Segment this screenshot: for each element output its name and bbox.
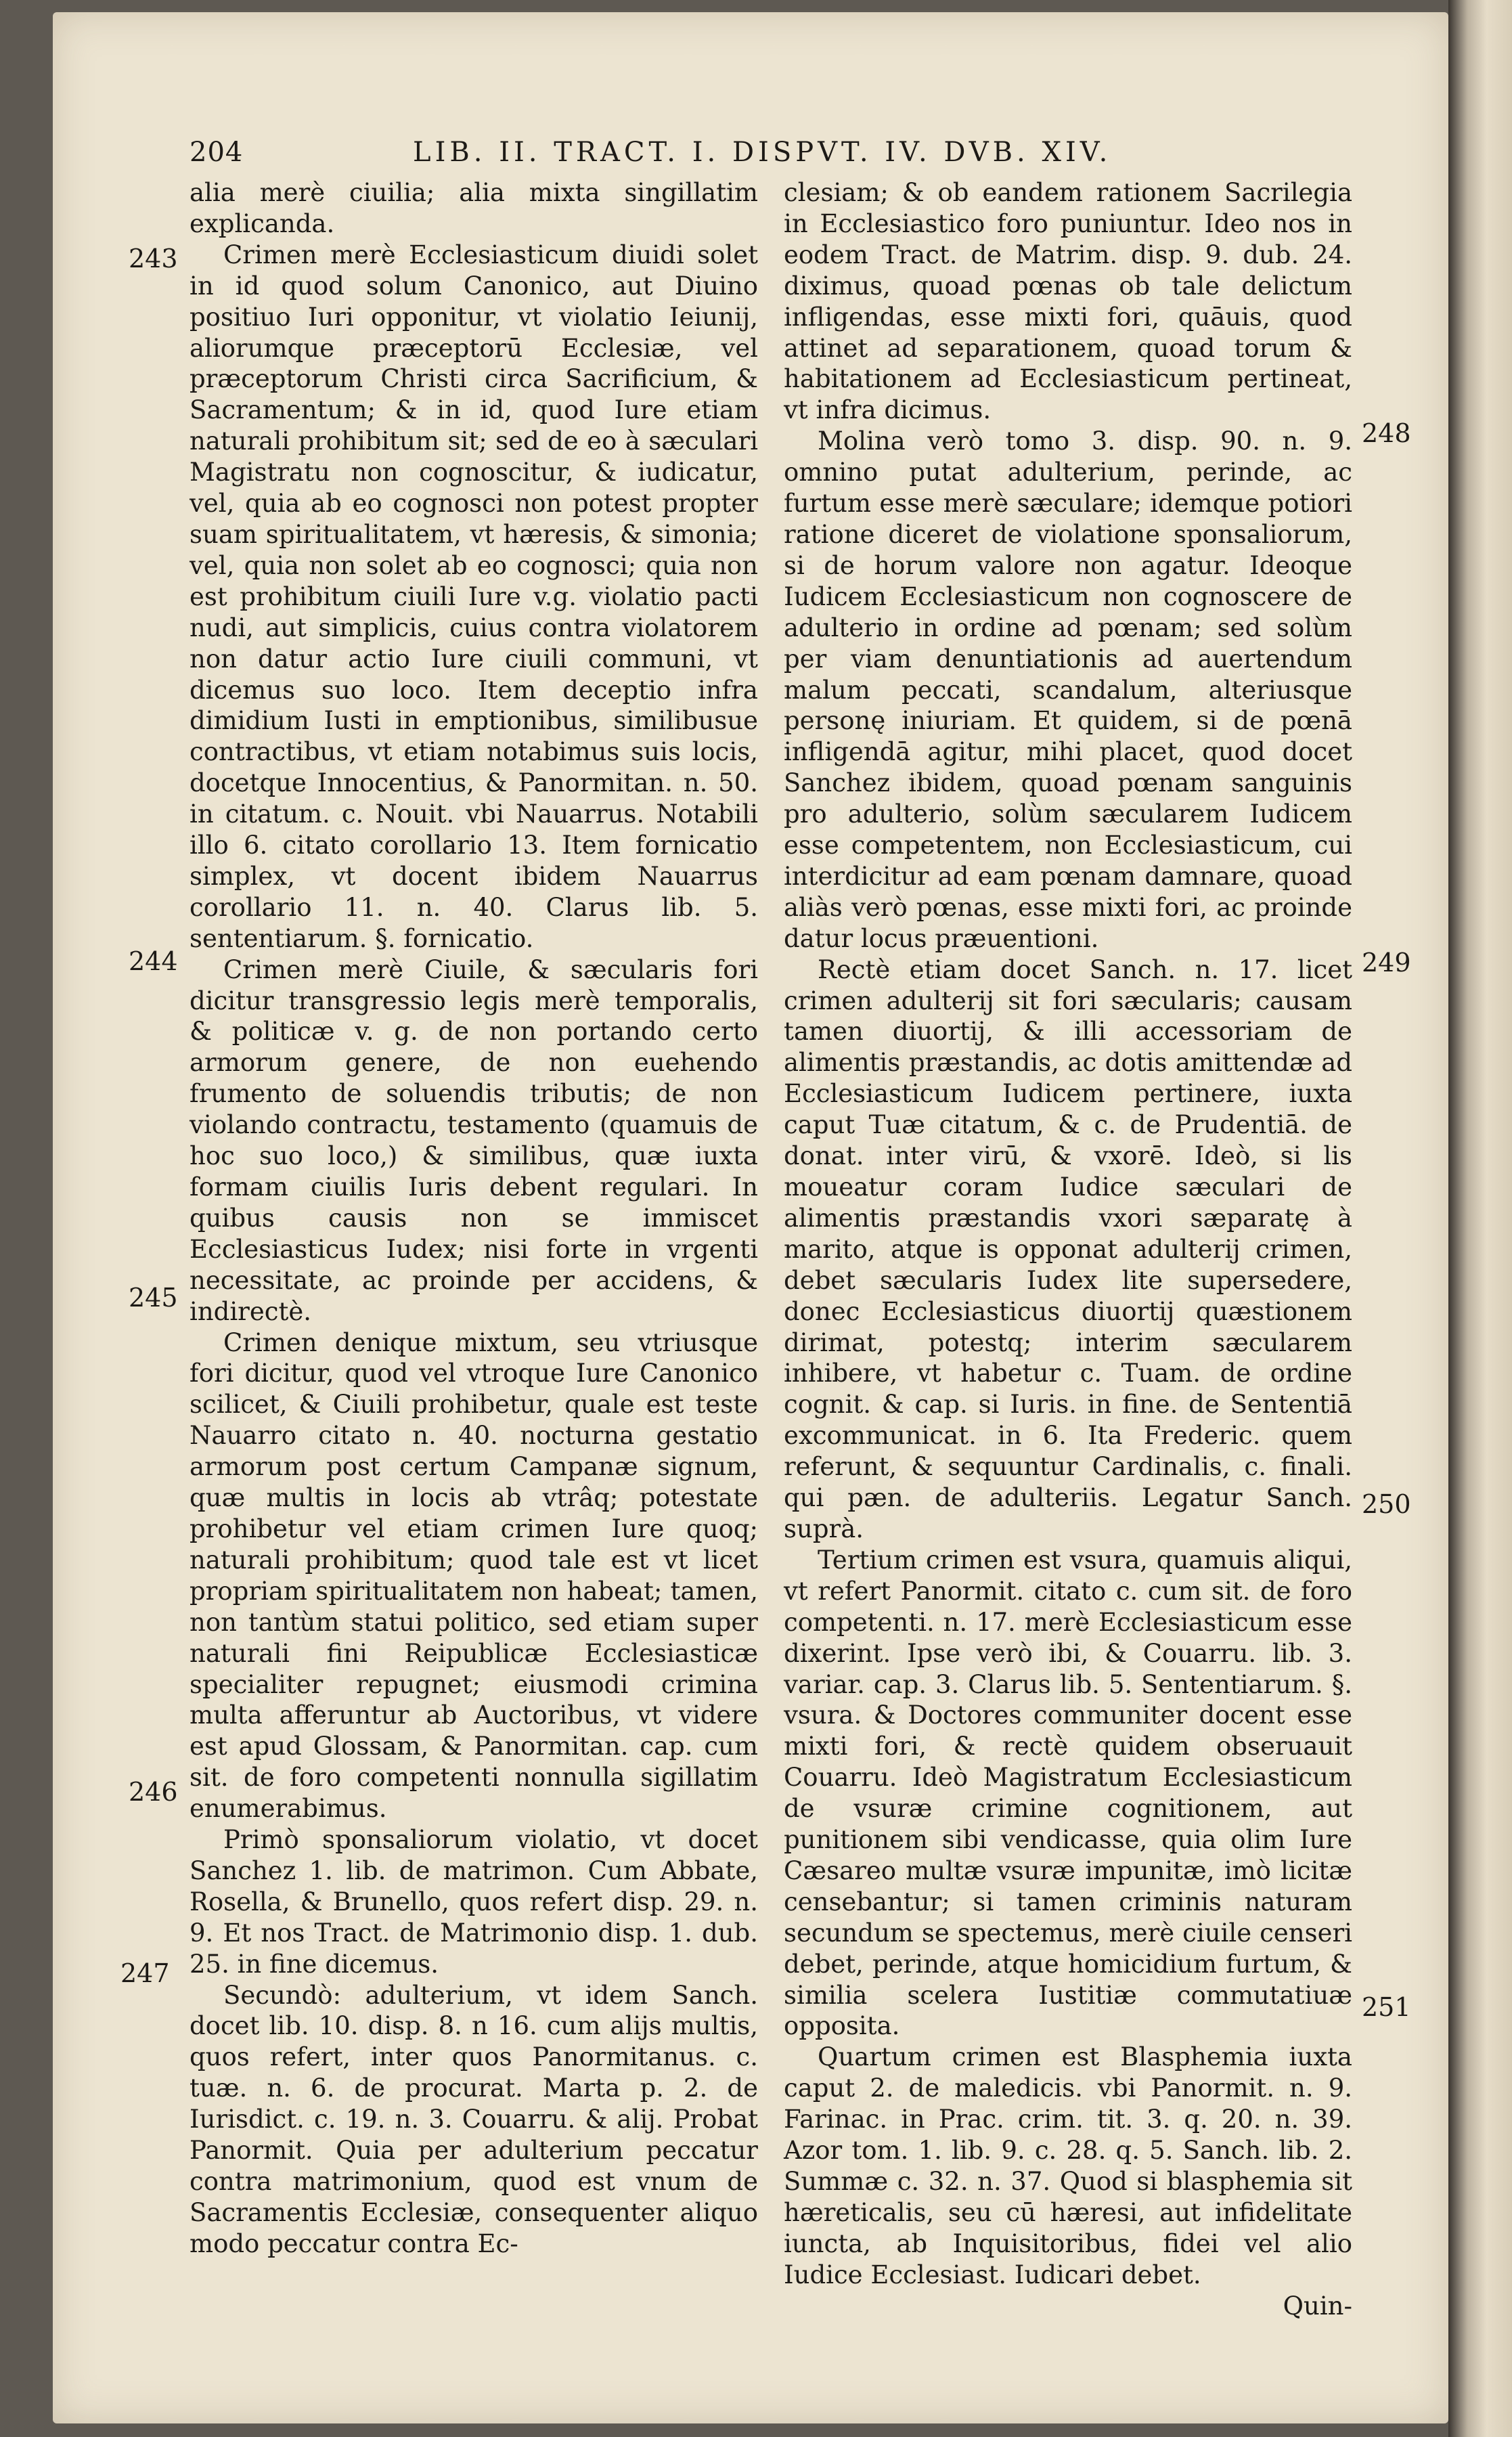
margin-number-243: 243 <box>129 244 178 273</box>
catchword: Quin- <box>1283 2291 1352 2321</box>
margin-number-247: 247 <box>120 1958 170 1988</box>
paragraph-250: Tertium crimen est vsura, quamuis aliqui, vt refert Panormit. citato c. cum sit. de foro competenti. n. 17. merè Ecclesiasticum esse dixerint. Ipse verò ibi, & Couarru. lib. 3. variar. cap. 3. Clarus lib. 5. Sententiarum. §. vsura. & Doctores communiter docent esse mixti fori, & rectè quidem obseruauit Couarru. Ideò Magistratum Ecclesiasticum de vsuræ crimine cognitionem, aut punitionem sibi vendicasse, quia olim Iure Cæsareo multæ vsuræ impunitæ, imò licitæ censebantur; si tamen criminis naturam secundum se spectemus, merè ciuile censeri debet, perinde, atque homicidium furtum, & similia scelera Iustitiæ commutatiuæ opposita. <box>784 1545 1352 2041</box>
folio-number: 204 <box>190 137 244 168</box>
page-header <box>190 137 1360 177</box>
paragraph-continuation: alia merè ciuilia; alia mixta singillatim explicanda. <box>190 178 758 238</box>
paragraph-244: Crimen merè Ciuile, & sæcularis fori dicitur transgressio legis merè temporalis, & politicæ v. g. de non portando certo armorum genere, de non euehendo frumento de soluendis tributis; de non violando contractu, testamento (quamuis de hoc suo loco,) & similibus, quæ iuxta formam ciuilis Iuris debent regulari. In quibus causis non se immiscet Ecclesiasticus Iudex; nisi forte in vrgenti necessitate, ac proinde per accidens, & indirectè. <box>190 954 758 1326</box>
running-title: LIB. II. TRACT. I. DISPVT. IV. DVB. XIV. <box>413 137 1112 168</box>
margin-number-251: 251 <box>1362 1992 1411 2022</box>
margin-number-245: 245 <box>129 1283 178 1313</box>
margin-number-244: 244 <box>129 946 178 976</box>
left-column <box>190 177 758 2260</box>
paragraph-251: Quartum crimen est Blasphemia iuxta caput 2. de maledicis. vbi Panormit. n. 9. Farinac. in Prac. crim. tit. 3. q. 20. n. 39. Azor tom. 1. lib. 9. c. 28. q. 5. Sanch. lib. 2. Summæ c. 32. n. 37. Quod si blasphemia sit hæreticalis, seu cū hæresi, aut infidelitate iuncta, ab Inquisitoribus, fidei vel alio Iudice Ecclesiast. Iudicari debet. <box>784 2042 1352 2289</box>
paragraph-continuation: clesiam; & ob eandem rationem Sacrilegia in Ecclesiastico foro puniuntur. Ideo nos in eodem Tract. de Matrim. disp. 9. dub. 24. diximus, quoad pœnas ob tale delictum infligendas, esse mixti fori, quāuis, quod attinet ad separationem, quoad torum & habitationem ad Ecclesiasticum pertineat, vt infra dicimus. <box>784 178 1352 425</box>
paragraph-246: Primò sponsaliorum violatio, vt docet Sanchez 1. lib. de matrimon. Cum Abbate, Rosella, & Brunello, quos refert disp. 29. n. 9. Et nos Tract. de Matrimonio disp. 1. dub. 25. in fine dicemus. <box>190 1825 758 1979</box>
margin-number-248: 248 <box>1362 418 1411 448</box>
margin-number-249: 249 <box>1362 948 1411 978</box>
paragraph-248: Molina verò tomo 3. disp. 90. n. 9. omnino putat adulterium, perinde, ac furtum esse merè sæculare; idemque potiori ratione diceret de violatione sponsaliorum, si de horum valore non agatur. Ideoque Iudicem Ecclesiasticum non cognoscere de adulterio in ordine ad pœnam; sed solùm per viam denuntiationis ad auertendum malum peccati, scandalum, alteriusque personę iniuriam. Et quidem, si de pœnā infligendā agitur, mihi placet, quod docet Sanchez ibidem, quoad pœnam sanguinis pro adulterio, solùm sæcularem Iudicem esse competentem, non Ecclesiasticum, cui interdicitur ad eam pœnam damnare, quoad aliàs verò pœnas, esse mixti fori, ac proinde datur locus præuentioni. <box>784 426 1352 953</box>
paragraph-245: Crimen denique mixtum, seu vtriusque fori dicitur, quod vel vtroque Iure Canonico scilicet, & Ciuili prohibetur, quale est teste Nauarro citato n. 40. nocturna gestatio armorum post certum Campanæ signum, quæ multis in locis ab vtrâq; potestate prohibetur vel etiam crimen Iure quoq; naturali prohibitum; quod tale est vt licet propriam spiritualitatem non habeat; tamen, non tantùm statui politico, sed etiam super naturali fini Reipublicæ Ecclesiasticæ specialiter repugnet; eiusmodi crimina multa afferuntur ab Auctoribus, vt videre est apud Glossam, & Panormitan. cap. cum sit. de foro competenti nonnulla sigillatim enumerabimus. <box>190 1327 758 1824</box>
margin-number-246: 246 <box>129 1777 178 1807</box>
right-column <box>784 177 1352 2322</box>
facing-page-edge <box>1448 0 1512 2437</box>
paragraph-247: Secundò: adulterium, vt idem Sanch. docet lib. 10. disp. 8. n 16. cum alijs multis, quos refert, inter quos Panormitanus. c. tuæ. n. 6. de procurat. Marta p. 2. de Iurisdict. c. 19. n. 3. Couarru. & alij. Probat Panormit. Quia per adulterium peccatur contra matrimonium, quod est vnum de Sacramentis Ecclesiæ, consequenter aliquo modo peccatur contra Ec- <box>190 1980 758 2258</box>
paragraph-243: Crimen merè Ecclesiasticum diuidi solet in id quod solum Canonico, aut Diuino positiuo Iuri opponitur, vt violatio Ieiunij, aliorumque præceptorū Ecclesiæ, vel præceptorum Christi circa Sacrificium, & Sacramentum; & in id, quod Iure etiam naturali prohibitum sit; sed de eo à sæculari Magistratu non cognoscitur, & iudicatur, vel, quia ab eo cognosci non potest propter suam spiritualitatem, vt hæresis, & simonia; vel, quia non solet ab eo cognosci; quia non est prohibitum ciuili Iure v.g. violatio pacti nudi, aut simplicis, cuius contra violatorem non datur actio Iure ciuili communi, vt dicemus suo loco. Item deceptio infra dimidium Iusti in emptionibus, similibusue contractibus, vt etiam notabimus suis locis, docetque Innocentius, & Panormitan. n. 50. in citatum. c. Nouit. vbi Nauarrus. Notabili illo 6. citato corollario 13. Item fornicatio simplex, vt docent ibidem Nauarrus corollario 11. n. 40. Clarus lib. 5. sententiarum. §. fornicatio. <box>190 240 758 953</box>
paragraph-249: Rectè etiam docet Sanch. n. 17. licet crimen adulterij sit fori sæcularis; causam tamen diuortij, & illi accessoriam de alimentis præstandis, ac dotis amittendæ ad Ecclesiasticum Iudicem pertinere, iuxta caput Tuæ citatum, & c. de Prudentiā. de donat. inter virū, & vxorē. Ideò, si lis moueatur coram Iudice sæculari de alimentis præstandis vxori sæparatę à marito, atque is opponat adulterij crimen, debet sæcularis Iudex lite supersedere, donec Ecclesiasticus diuortij quæstionem dirimat, potestq; interim sæcularem inhibere, vt habetur c. Tuam. de ordine cognit. & cap. si Iuris. in fine. de Sententiā excommunicat. in 6. Ita Frederic. quem referunt, & sequuntur Cardinalis, c. finali. qui pæn. de adulteriis. Legatur Sanch. suprà. <box>784 954 1352 1543</box>
margin-number-250: 250 <box>1362 1489 1411 1519</box>
